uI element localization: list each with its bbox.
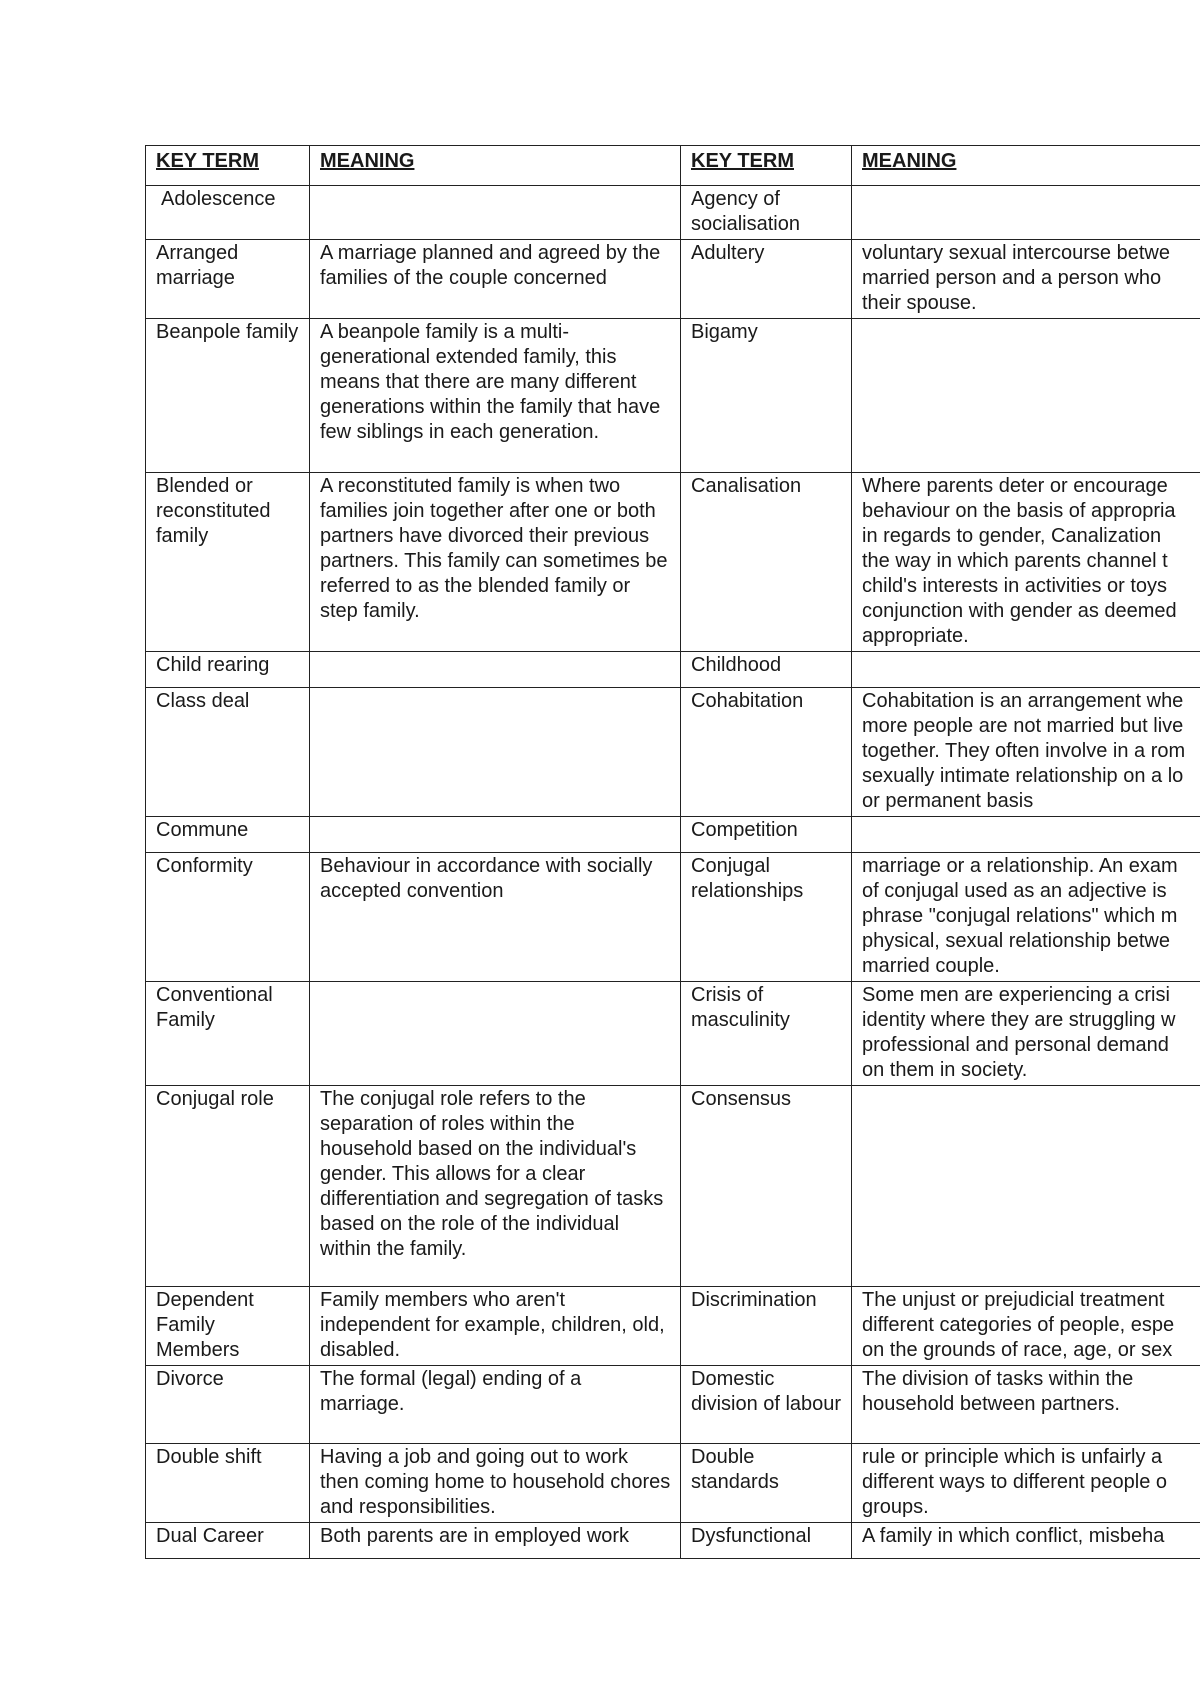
- key-term-cell: Dependent Family Members: [146, 1287, 310, 1366]
- table-row: [146, 817, 1200, 853]
- meaning-cell: The conjugal role refers to the separation of roles within the household based on the individual's gender. This allows for a clear differentiation and segregation of tasks based on the role of the individual within the family.: [310, 1086, 681, 1287]
- meaning-cell: The unjust or prejudicial treatment different categories of people, espe on the grounds of race, age, or sex: [852, 1287, 1200, 1366]
- meaning-cell: marriage or a relationship. An exam of conjugal used as an adjective is phrase "conjugal relations" which m physical, sexual relationship betwe married couple.: [852, 853, 1200, 982]
- meaning-cell: A marriage planned and agreed by the families of the couple concerned: [310, 240, 681, 319]
- key-term-cell: Conjugal relationships: [681, 853, 852, 982]
- table-row: [146, 688, 1200, 817]
- table-header-row: [146, 146, 1200, 186]
- meaning-cell: Family members who aren't independent for example, children, old, disabled.: [310, 1287, 681, 1366]
- meaning-cell: [852, 652, 1200, 688]
- meaning-cell: Behaviour in accordance with socially accepted convention: [310, 853, 681, 982]
- key-term-cell: Discrimination: [681, 1287, 852, 1366]
- table-row: [146, 652, 1200, 688]
- key-term-cell: Double standards: [681, 1444, 852, 1523]
- table-row: [146, 1287, 1200, 1366]
- key-term-cell: Cohabitation: [681, 688, 852, 817]
- meaning-cell: [852, 817, 1200, 853]
- key-terms-table: [145, 145, 1200, 1559]
- table-row: [146, 186, 1200, 240]
- meaning-cell: [310, 688, 681, 817]
- key-term-cell: Agency of socialisation: [681, 186, 852, 240]
- meaning-cell: A reconstituted family is when two families join together after one or both partners have divorced their previous partners. This family can sometimes be referred to as the blended family or step family.: [310, 473, 681, 652]
- key-term-cell: Arranged marriage: [146, 240, 310, 319]
- key-term-cell: Child rearing: [146, 652, 310, 688]
- key-term-cell: Commune: [146, 817, 310, 853]
- meaning-cell: Cohabitation is an arrangement whe more people are not married but live together. They often involve in a rom sexually intimate relationship on a lo or permanent basis: [852, 688, 1200, 817]
- meaning-cell: Having a job and going out to work then coming home to household chores and responsibilities.: [310, 1444, 681, 1523]
- meaning-cell: [310, 817, 681, 853]
- meaning-cell: The division of tasks within the household between partners.: [852, 1366, 1200, 1444]
- meaning-cell: A beanpole family is a multi-generational extended family, this means that there are many different generations within the family that have few siblings in each generation.: [310, 319, 681, 473]
- key-term-cell: Conventional Family: [146, 982, 310, 1086]
- header-key-term-1: KEY TERM: [146, 146, 310, 186]
- meaning-cell: [310, 186, 681, 240]
- meaning-cell: [310, 652, 681, 688]
- key-term-cell: Class deal: [146, 688, 310, 817]
- key-term-cell: Canalisation: [681, 473, 852, 652]
- key-term-cell: Double shift: [146, 1444, 310, 1523]
- key-term-cell: Adolescence: [146, 186, 310, 240]
- table-row: [146, 1086, 1200, 1287]
- key-term-cell: Competition: [681, 817, 852, 853]
- table-row: [146, 1366, 1200, 1444]
- meaning-cell: A family in which conflict, misbeha: [852, 1523, 1200, 1559]
- meaning-cell: The formal (legal) ending of a marriage.: [310, 1366, 681, 1444]
- key-term-cell: Conformity: [146, 853, 310, 982]
- meaning-cell: [852, 319, 1200, 473]
- meaning-cell: Some men are experiencing a crisi identity where they are struggling w professional and personal demand on them in society.: [852, 982, 1200, 1086]
- key-term-cell: Conjugal role: [146, 1086, 310, 1287]
- table-row: [146, 853, 1200, 982]
- key-term-cell: Adultery: [681, 240, 852, 319]
- key-term-cell: Dual Career: [146, 1523, 310, 1559]
- header-meaning-1: MEANING: [310, 146, 681, 186]
- table-row: [146, 319, 1200, 473]
- meaning-cell: Both parents are in employed work: [310, 1523, 681, 1559]
- key-term-cell: Crisis of masculinity: [681, 982, 852, 1086]
- key-term-cell: Beanpole family: [146, 319, 310, 473]
- table-row: [146, 1444, 1200, 1523]
- meaning-cell: [310, 982, 681, 1086]
- key-term-cell: Bigamy: [681, 319, 852, 473]
- header-meaning-2: MEANING: [852, 146, 1200, 186]
- key-term-cell: Divorce: [146, 1366, 310, 1444]
- meaning-cell: voluntary sexual intercourse betwe married person and a person who their spouse.: [852, 240, 1200, 319]
- meaning-cell: [852, 186, 1200, 240]
- meaning-cell: [852, 1086, 1200, 1287]
- table-row: [146, 473, 1200, 652]
- header-key-term-2: KEY TERM: [681, 146, 852, 186]
- meaning-cell: rule or principle which is unfairly a different ways to different people o groups.: [852, 1444, 1200, 1523]
- key-term-cell: Childhood: [681, 652, 852, 688]
- key-term-cell: Blended or reconstituted family: [146, 473, 310, 652]
- table-body: [146, 186, 1200, 1559]
- key-term-cell: Domestic division of labour: [681, 1366, 852, 1444]
- meaning-cell: Where parents deter or encourage behaviour on the basis of appropria in regards to gender, Canalization the way in which parents channel t child's interests in activities or toys conjunction with gender as deemed appropriate.: [852, 473, 1200, 652]
- table-row: [146, 982, 1200, 1086]
- key-term-cell: Consensus: [681, 1086, 852, 1287]
- key-term-cell: Dysfunctional: [681, 1523, 852, 1559]
- table-row: [146, 240, 1200, 319]
- table-row: [146, 1523, 1200, 1559]
